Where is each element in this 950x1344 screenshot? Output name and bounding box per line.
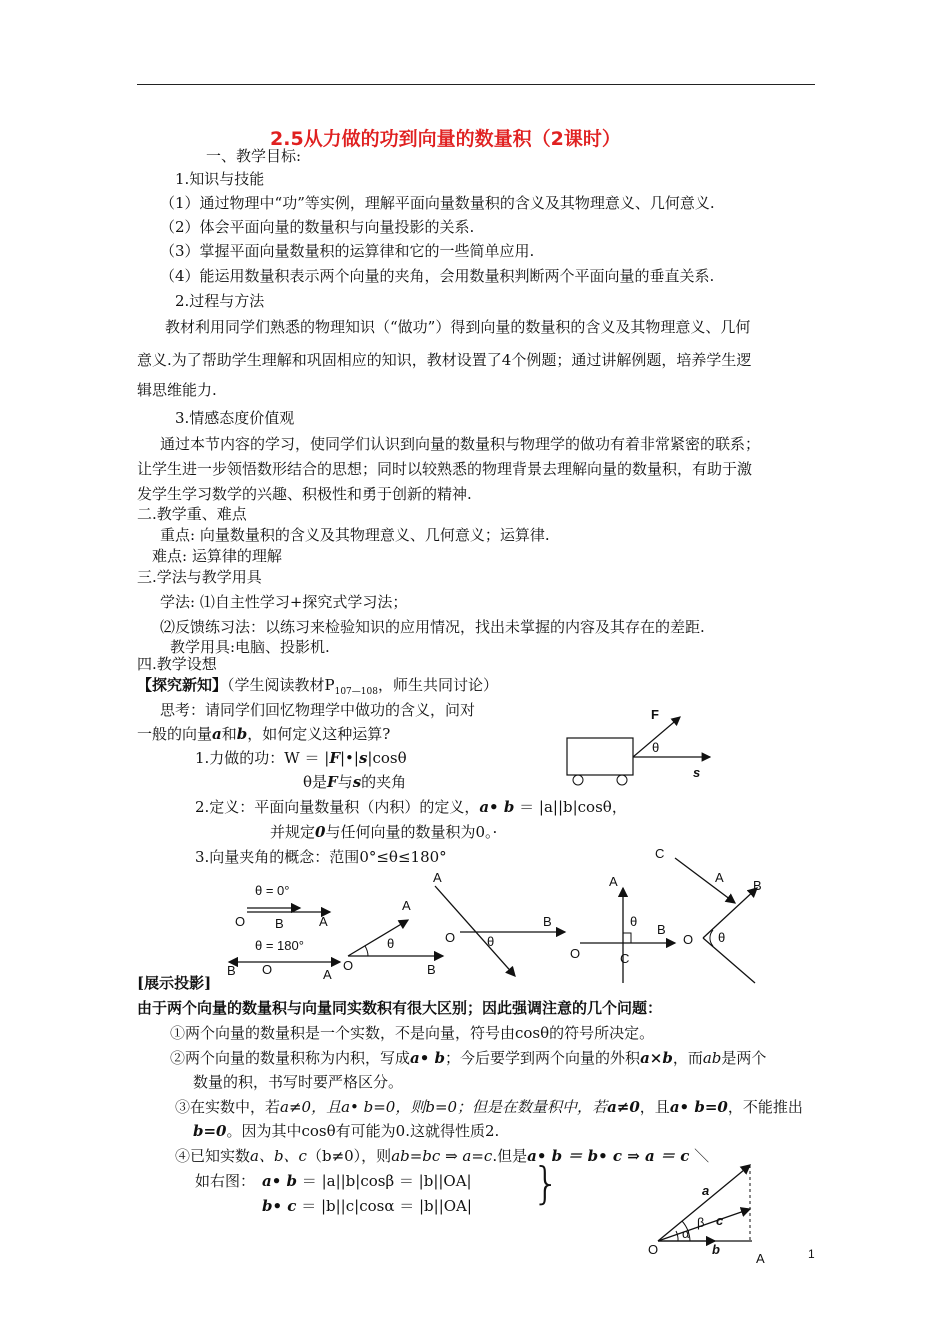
case6-theta: θ <box>718 930 726 945</box>
case4-B: B <box>543 914 552 929</box>
section-2-heading: 二.教学重、难点 <box>137 505 247 523</box>
n3b: a≠0，且a• b=0，则b=0；但是在数量积中，若 <box>280 1098 608 1116</box>
label-A: A <box>756 1251 765 1266</box>
case6-vector-a <box>703 938 755 983</box>
case5-C: C <box>620 951 630 966</box>
work-end: |cosθ <box>367 749 407 767</box>
case5-theta: θ <box>630 914 638 929</box>
case5-right-angle <box>623 933 631 943</box>
note-3-cont <box>193 1121 499 1141</box>
eq2b: ＝ |b||c|cosα ＝ |b||OA| <box>296 1197 472 1215</box>
case5-A: A <box>609 874 618 889</box>
case6-C: C <box>655 846 665 861</box>
notice-heading: 由于两个向量的数量积与向量同实数积有很大区别；因此强调注意的几个问题： <box>137 999 663 1017</box>
note-2-cont: 数量的积，书写时要严格区分。 <box>193 1073 404 1091</box>
n4g: .但是 <box>492 1147 528 1165</box>
work-s: s <box>358 749 368 767</box>
explore-line <box>137 675 498 702</box>
n4c: （b≠0），则 <box>306 1147 392 1165</box>
n2f: ab <box>702 1049 722 1067</box>
definition-line-2 <box>270 822 497 842</box>
method-2: ⑵反馈练习法：以练习来检验知识的应用情况，找出未掌握的内容及其存在的差距. <box>160 618 705 636</box>
emotion-line-2: 让学生进一步领悟数形结合的思想；同时以较熟悉的物理背景去理解向量的数量积，有助于激 <box>137 460 753 478</box>
subheading-emotion: 3.情感态度价值观 <box>175 409 295 427</box>
case4-A: A <box>433 870 442 885</box>
n3e: a• b=0 <box>669 1098 728 1116</box>
wheel-right <box>617 775 627 785</box>
work-label: 1.力做的功：W ＝ | <box>195 749 330 767</box>
case3-A: A <box>402 898 411 913</box>
alpha-arc <box>676 1231 678 1241</box>
label-O: O <box>648 1242 659 1257</box>
definition-line <box>195 797 627 817</box>
explore-pages: 107—108 <box>334 687 378 697</box>
goal-2: （2）体会平面向量的数量积与向量投影的关系. <box>160 218 475 236</box>
theta-s: s <box>352 773 362 791</box>
process-line-1: 教材利用同学们熟悉的物理知识（“做功”）得到向量的数量积的含义及其物理意义、几何 <box>165 318 751 336</box>
note-1: ①两个向量的数量积是一个实数，不是向量，符号由cosθ的符号所决定。 <box>170 1024 655 1042</box>
vector-a: a <box>212 725 222 743</box>
eq1b: ＝ |a||b|cosβ ＝ |b||OA| <box>297 1172 472 1190</box>
def-zero: 0 <box>315 823 326 841</box>
case6-vector-c <box>675 858 735 903</box>
theta-end: 的夹角 <box>361 773 407 791</box>
angle-concept: 3.向量夹角的概念：范围0°≤θ≤180° <box>195 848 447 866</box>
n4e: ⇒ <box>440 1147 463 1165</box>
label-theta-180: θ = 180° <box>255 938 304 953</box>
note-2 <box>170 1048 766 1068</box>
case3-vector-a <box>348 920 408 956</box>
think-text: 一般的向量 <box>137 725 213 743</box>
n4a: ④已知实数 <box>175 1147 251 1165</box>
n2b: a• b <box>410 1049 446 1067</box>
teaching-tools: 教学用具:电脑、投影机. <box>170 638 330 656</box>
explore-text: （学生阅读教材P <box>227 676 335 694</box>
def-line2b: 与任何向量的数量积为0。· <box>325 823 498 841</box>
label-c: c <box>716 1213 724 1228</box>
top-rule <box>137 84 815 85</box>
section-3-heading: 三.学法与教学用具 <box>137 568 262 586</box>
process-line-2: 意义.为了帮助学生理解和巩固相应的知识，教材设置了4个例题；通过讲解例题，培养学生逻 <box>137 351 752 369</box>
section-1-heading: 一、教学目标: <box>206 147 302 165</box>
subheading-knowledge: 1.知识与技能 <box>175 170 265 188</box>
emotion-line-1: 通过本节内容的学习，使同学们认识到向量的数量积与物理学的做功有着非常紧密的联系； <box>160 435 761 453</box>
n4f: a=c <box>462 1147 493 1165</box>
explore-end: ，师生共同讨论） <box>377 676 498 694</box>
explore-label: 【探究新知】 <box>137 676 228 694</box>
n3d: ，且 <box>639 1098 670 1116</box>
n3h: 。因为其中cosθ有可能为0.这就得性质2. <box>226 1122 500 1140</box>
think-and: 和 <box>221 725 237 743</box>
eq1a: a• b <box>262 1172 298 1190</box>
case2-A: A <box>323 967 332 982</box>
think-line-1: 思考：请同学们回忆物理学中做功的含义，问对 <box>160 701 476 719</box>
case4-theta: θ <box>487 934 495 949</box>
n3f: ，不能推出 <box>727 1098 803 1116</box>
key-point: 重点: 向量数量积的含义及其物理意义、几何意义；运算律. <box>160 526 550 544</box>
label-a: a <box>702 1183 710 1198</box>
case3-B: B <box>427 962 436 977</box>
n3c: a≠0 <box>607 1098 640 1116</box>
eq2a: b• c <box>262 1197 297 1215</box>
case1-O: O <box>235 914 246 929</box>
subheading-process: 2.过程与方法 <box>175 292 265 310</box>
show-projection: [展示投影] <box>137 974 212 992</box>
vector-b: b <box>236 725 248 743</box>
def-line2a: 并规定 <box>270 823 316 841</box>
n4b: a、b、c <box>250 1147 307 1165</box>
box <box>567 738 633 775</box>
wheel-left <box>573 775 583 785</box>
process-line-3: 辑思维能力. <box>137 381 217 399</box>
n2g: 是两个 <box>721 1049 767 1067</box>
n3a: ③在实数中，若 <box>175 1098 281 1116</box>
case2-B: B <box>227 963 236 978</box>
label-b: b <box>712 1242 720 1257</box>
n2e: ，而 <box>672 1049 703 1067</box>
case3-arc <box>365 946 368 956</box>
difficulty: 难点: 运算律的理解 <box>152 547 282 565</box>
section-4-heading: 四.教学设想 <box>137 655 217 673</box>
work-F: F <box>329 749 340 767</box>
n2c: ；今后要学到两个向量的外积 <box>445 1049 641 1067</box>
force-diagram <box>560 705 720 795</box>
note-4 <box>175 1146 709 1166</box>
def-rest: ＝ |a||b|cosθ， <box>514 798 627 816</box>
case2-O: O <box>262 962 273 977</box>
page-title: 2.5从力做的功到向量的数量积（2课时） <box>270 128 621 150</box>
def-label: 2.定义：平面向量数量积（内积）的定义， <box>195 798 480 816</box>
label-theta-0: θ = 0° <box>255 883 290 898</box>
case6-O: O <box>683 932 694 947</box>
case6-vector-b <box>703 888 757 938</box>
equation-2 <box>262 1196 472 1216</box>
case6-B: B <box>753 878 762 893</box>
right-brace: } <box>532 1158 560 1209</box>
n4d: ab=bc <box>391 1147 441 1165</box>
note-3 <box>175 1097 803 1117</box>
emotion-line-3: 发学生学习数学的兴趣、积极性和勇于创新的精神. <box>137 485 472 503</box>
figure-ref: 如右图： <box>195 1172 256 1190</box>
goal-3: （3）掌握平面向量数量积的运算律和它的一些简单应用. <box>160 242 535 260</box>
n2d: a×b <box>640 1049 673 1067</box>
F-label: F <box>651 707 659 722</box>
case1-A: A <box>319 914 328 929</box>
work-mid: |•| <box>339 749 359 767</box>
label-beta: β <box>697 1215 705 1230</box>
theta-F: F <box>327 773 338 791</box>
s-label: s <box>693 765 701 780</box>
equation-1 <box>262 1171 472 1191</box>
n4h: a• b ＝ b• c ⇒ a ＝ c <box>527 1147 690 1165</box>
theta-label: θ <box>652 740 660 755</box>
n4i: ＼ <box>689 1147 710 1165</box>
theta-line <box>303 772 406 792</box>
goal-4: （4）能运用数量积表示两个向量的夹角，会用数量积判断两个平面向量的垂直关系. <box>160 267 715 285</box>
case1-B: B <box>275 916 284 931</box>
n3g: b=0 <box>193 1122 227 1140</box>
goal-1: （1）通过物理中“功”等实例，理解平面向量数量积的含义及其物理意义、几何意义. <box>160 194 715 212</box>
case5-B: B <box>657 922 666 937</box>
work-formula <box>195 748 407 768</box>
think-line-2 <box>137 724 390 744</box>
think-end: ，如何定义这种运算? <box>247 725 391 743</box>
label-alpha: α <box>682 1226 690 1241</box>
case6-A: A <box>715 870 724 885</box>
n2a: ②两个向量的数量积称为内积，写成 <box>170 1049 411 1067</box>
case5-O: O <box>570 946 581 961</box>
page-number: 1 <box>808 1247 815 1261</box>
theta-mid: 与 <box>337 773 353 791</box>
case4-O: O <box>445 930 456 945</box>
theta-label: θ是 <box>303 773 328 791</box>
case3-theta: θ <box>387 936 395 951</box>
projection-diagram <box>640 1155 780 1265</box>
case3-O: O <box>343 958 354 973</box>
def-formula: a• b <box>479 798 515 816</box>
method-1: 学法: ⑴自主性学习+探究式学习法； <box>160 593 408 611</box>
